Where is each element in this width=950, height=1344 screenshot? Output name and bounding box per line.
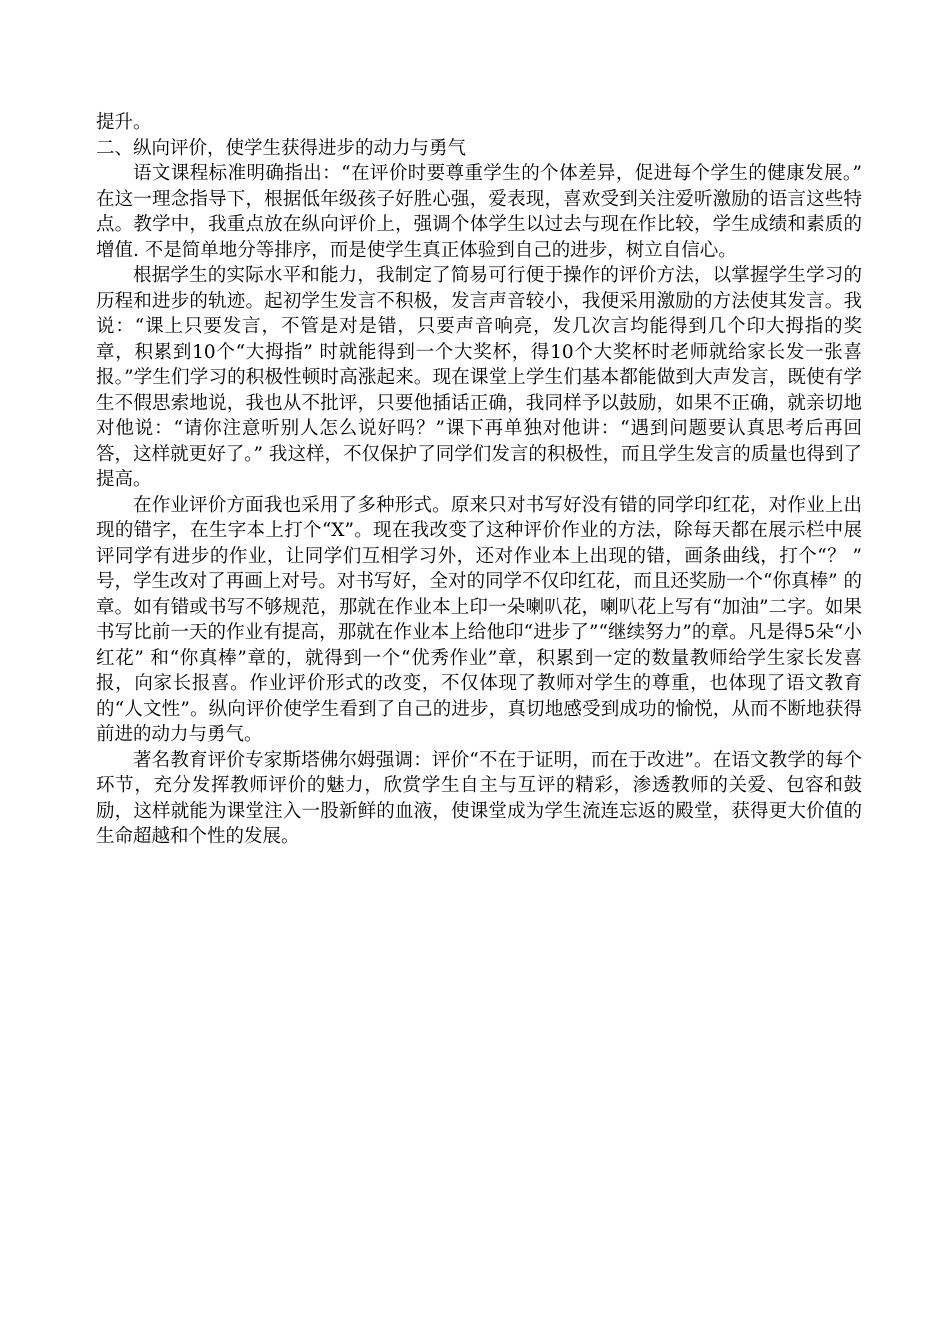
document-page — [96, 110, 862, 850]
paragraph-curriculum-standard: 语文课程标准明确指出：“在评价时要尊重学生的个体差异，促进每个学生的健康发展。” 在这一理念指导下，根据低年级孩子好胜心强，爱表现，喜欢受到关注爱听激励的语言这些特点。教学中，我重点放在纵向评价上，强调个体学生以过去与现在作比较，学生成绩和素质的增值. 不是简单地分等排序，而是使学生真正体验到自己的进步，树立自信心。 — [96, 163, 862, 261]
paragraph-homework-evaluation: 在作业评价方面我也采用了多种形式。原来只对书写好没有错的同学印红花，对作业上出现的错字，在生字本上打个“X”。现在我改变了这种评价作业的方法，除每天都在展示栏中展评同学有进步的作业，让同学们互相学习外，还对作业本上出现的错，画条曲线，打个“？ ” 号，学生改对了再画上对号。对书写好，全对的同学不仅印红花，而且还奖励一个“你真棒” 的章。如有错或书写不够规范，那就在作业本上印一朵喇叭花，喇叭花上写有“加油”二字。如果书写比前一天的作业有提高，那就在作业本上给他印“进步了”“继续努力”的章。凡是得5朵“小红花” 和“你真棒”章的，就得到一个“优秀作业”章，积累到一定的数量教师给学生家长发喜报，向家长报喜。作业评价形式的改变，不仅体现了教师对学生的尊重，也体现了语文教育的“人文性”。纵向评价使学生看到了自己的进步，真切地感受到成功的愉悦，从而不断地获得前进的动力与勇气。 — [96, 494, 862, 745]
section-heading: 二、纵向评价，使学生获得进步的动力与勇气 — [96, 137, 467, 159]
lead-line: 提升。 — [96, 112, 152, 133]
paragraph-conclusion: 著名教育评价专家斯塔佛尔姆强调：评价“不在于证明，而在于改进”。在语文教学的每个环节，充分发挥教师评价的魅力，欣赏学生自主与互评的精彩，渗透教师的关爱、包容和鼓励，这样就能为课堂注入一股新鲜的血液，使课堂成为学生流连忘返的殿堂，获得更大价值的生命超越和个性的发展。 — [96, 749, 862, 847]
paragraph-evaluation-method: 根据学生的实际水平和能力，我制定了简易可行便于操作的评价方法，以掌握学生学习的历程和进步的轨迹。起初学生发言不积极，发言声音较小，我便采用激励的方法使其发言。我说：“课上只要发言，不管是对是错，只要声音响亮，发几次言均能得到几个印大拇指的奖章，积累到10个“大拇指” 时就能得到一个大奖杯，得10个大奖杯时老师就给家长发一张喜报。”学生们学习的积极性顿时高涨起来。现在课堂上学生们基本都能做到大声发言，既使有学生不假思索地说，我也从不批评，只要他插话正确，我同样予以鼓励，如果不正确，就亲切地对他说：“请你注意听别人怎么说好吗？”课下再单独对他讲：“遇到问题要认真思考后再回答，这样就更好了。” 我这样，不仅保护了同学们发言的积极性，而且学生发言的质量也得到了提高。 — [96, 265, 862, 490]
